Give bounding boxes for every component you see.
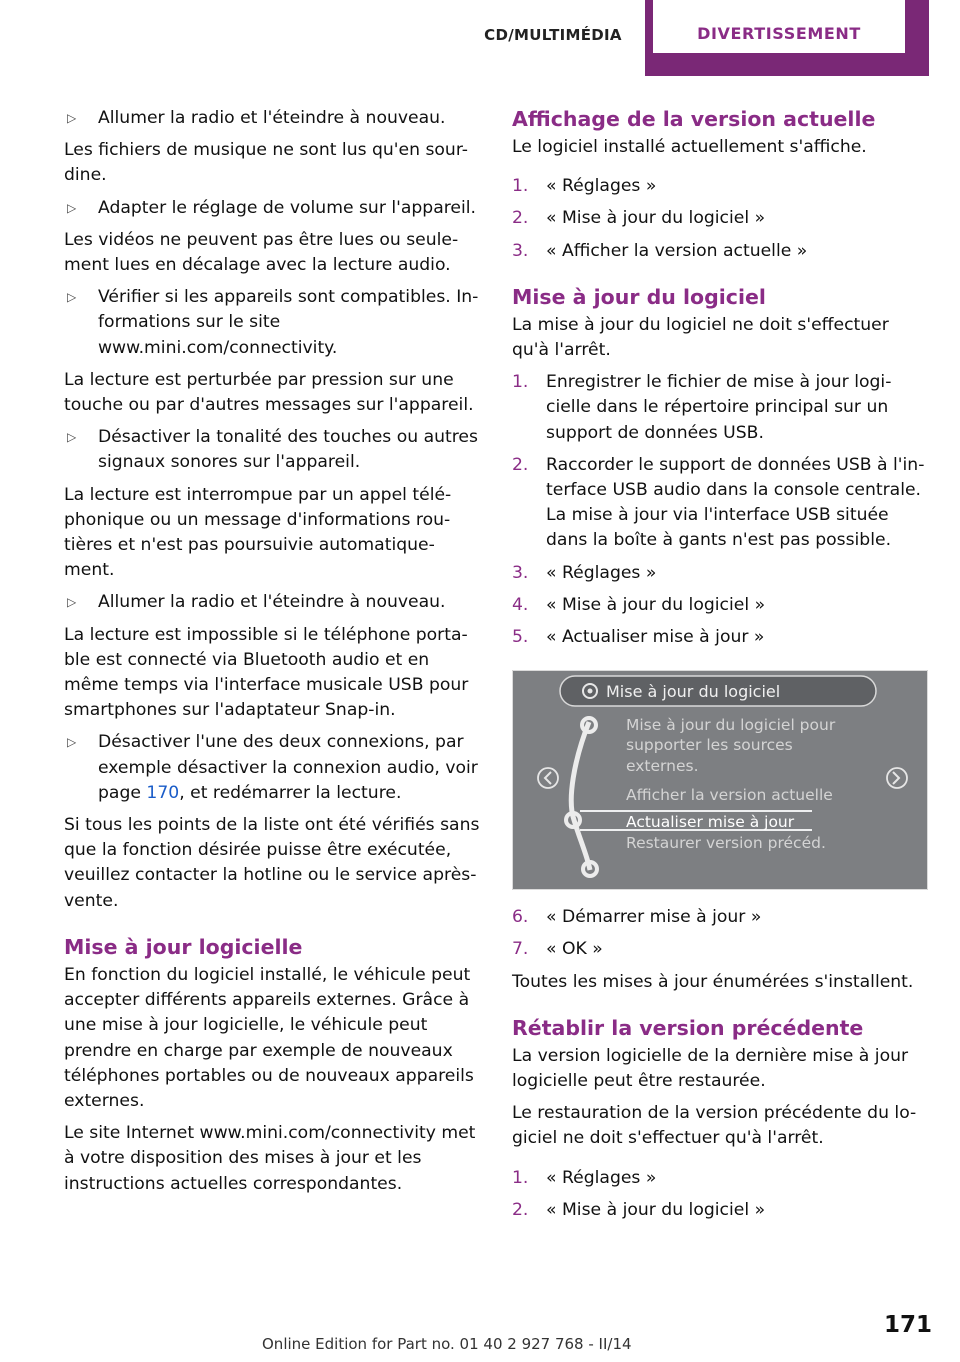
paragraph: La version logicielle de la dernière mise à jour logicielle peut être restaurée. [512, 1045, 909, 1092]
left-column [64, 106, 482, 1204]
section-tab-divertissement[interactable]: DIVERTISSEMENT [653, 0, 905, 53]
paragraph: Toutes les mises à jour énumérées s'installent. [512, 971, 914, 992]
paragraph: La mise à jour du logiciel ne doit s'effectuer qu'à l'arrêt. [512, 314, 889, 361]
bullet-item: ▷ Allumer la radio et l'éteindre à nouveau. [64, 590, 482, 615]
list-item: 4. « Mise à jour du logiciel » [512, 594, 766, 615]
page-header [0, 0, 960, 76]
paragraph: La lecture est impossible si le téléphone porta-ble est connecté via Bluetooth audio et en même temps via l'interface musicale USB pour smartphones sur l'adaptateur Snap-in. [64, 624, 469, 721]
paragraph: Le restauration de la version précédente du lo-giciel ne doit s'effectuer qu'à l'arrêt. [512, 1103, 917, 1149]
paragraph: Les vidéos ne peuvent pas être lues ou seule-ment lues en décalage avec la lecture audio. [64, 229, 459, 276]
triangle-bullet-icon: ▷ [67, 430, 77, 445]
section-heading: Affichage de la version actuelle [512, 107, 876, 131]
list-item: 2. « Mise à jour du logiciel » [512, 1199, 766, 1220]
list-item: 6. « Démarrer mise à jour » [512, 907, 762, 928]
section-heading: Mise à jour du logiciel [512, 284, 766, 309]
list-item: 1. « Réglages » [512, 1167, 657, 1188]
section-tab-active-bg[interactable] [645, 0, 929, 76]
bullet-item: ▷ Adapter le réglage de volume sur l'appareil. [64, 196, 482, 221]
svg-text:supporter les sources: supporter les sources [626, 736, 793, 755]
page-link-170[interactable]: 170 [146, 782, 180, 803]
display-screenshot-svg [512, 670, 928, 890]
menu-item-restore-version[interactable]: Restaurer version précéd. [626, 834, 826, 853]
list-item: 1. « Réglages » [512, 176, 657, 197]
paragraph: La lecture est perturbée par pression sur une touche ou par d'autres messages sur l'appareil. [64, 369, 474, 416]
triangle-bullet-icon: ▷ [67, 111, 77, 125]
paragraph: Si tous les points de la liste ont été vérifiés sans que la fonction désirée puisse être exécutée, veuillez contacter la hotline ou le service après-vente. [64, 815, 480, 911]
bullet-item: ▷ Vérifier si les appareils sont compatibles. In-formations sur le site www.mini.com/connectivity. [67, 287, 479, 358]
triangle-bullet-icon: ▷ [67, 200, 77, 215]
numbered-list [512, 1166, 930, 1223]
list-item: 5. « Actualiser mise à jour » [512, 627, 765, 648]
bullet-item: ▷ Désactiver l'une des deux connexions, par exemple désactiver la connexion audio, voir page 170, et redémarrer la lecture. [67, 732, 478, 803]
list-item: 3. « Afficher la version actuelle » [512, 240, 808, 261]
section-heading: Rétablir la version précédente [512, 1015, 864, 1040]
menu-item-show-version[interactable]: Afficher la version actuelle [626, 786, 833, 805]
footer-edition: Online Edition for Part no. 01 40 2 927 768 - II/14 [262, 1335, 632, 1353]
menu-item-refresh-update-selected[interactable]: Actualiser mise à jour [626, 813, 795, 832]
menu-item-update-info[interactable]: Mise à jour du logiciel pour [626, 716, 836, 735]
right-column [512, 106, 930, 1230]
display-screenshot [512, 670, 928, 890]
triangle-bullet-icon: ▷ [67, 595, 77, 610]
list-item: 2. Raccorder le support de données USB à l'in-terface USB audio dans la console centrale. La mise à jour via l'interface USB située dans la boîte à gants n'est pas possible. [512, 454, 925, 551]
bullet-item: ▷ Désactiver la tonalité des touches ou autres signaux sonores sur l'appareil. [67, 427, 478, 473]
numbered-list [512, 905, 930, 962]
screen-title: Mise à jour du logiciel [606, 682, 781, 702]
paragraph: Le logiciel installé actuellement s'affiche. [512, 137, 867, 157]
paragraph: Le site Internet www.mini.com/connectivity met à votre disposition des mises à jour et les instructions actuelles correspondantes. [64, 1123, 476, 1194]
section-heading: Mise à jour logicielle [64, 934, 303, 959]
numbered-list [512, 370, 930, 650]
triangle-bullet-icon: ▷ [67, 290, 77, 305]
section-tab-cd-multimedia[interactable]: CD/MULTIMÉDIA [484, 26, 622, 44]
numbered-list [512, 174, 930, 264]
svg-text:externes.: externes. [626, 757, 699, 776]
paragraph: En fonction du logiciel installé, le véhicule peut accepter différents appareils externes. Grâce à une mise à jour logicielle, le véhicule peut prendre en charge par exemple de nouveaux téléphones portables ou de nouveaux appareils externes. [64, 964, 474, 1111]
list-item: 3. « Réglages » [512, 562, 657, 583]
paragraph: La lecture est interrompue par un appel télé-phonique ou un message d'informations rou-tières et n'est pas poursuivie automatique-ment. [64, 484, 452, 581]
paragraph: Les fichiers de musique ne sont lus qu'en sour-dine. [64, 140, 468, 186]
list-item: 2. « Mise à jour du logiciel » [512, 208, 766, 229]
triangle-bullet-icon: ▷ [67, 735, 77, 750]
bullet-item: ▷ Allumer la radio et l'éteindre à nouveau. [64, 106, 482, 131]
list-item: 1. Enregistrer le fichier de mise à jour logi-cielle dans le répertoire principal sur un support de données USB. [512, 372, 892, 443]
list-item: 7. « OK » [512, 939, 603, 960]
page-number: 171 [884, 1312, 933, 1338]
